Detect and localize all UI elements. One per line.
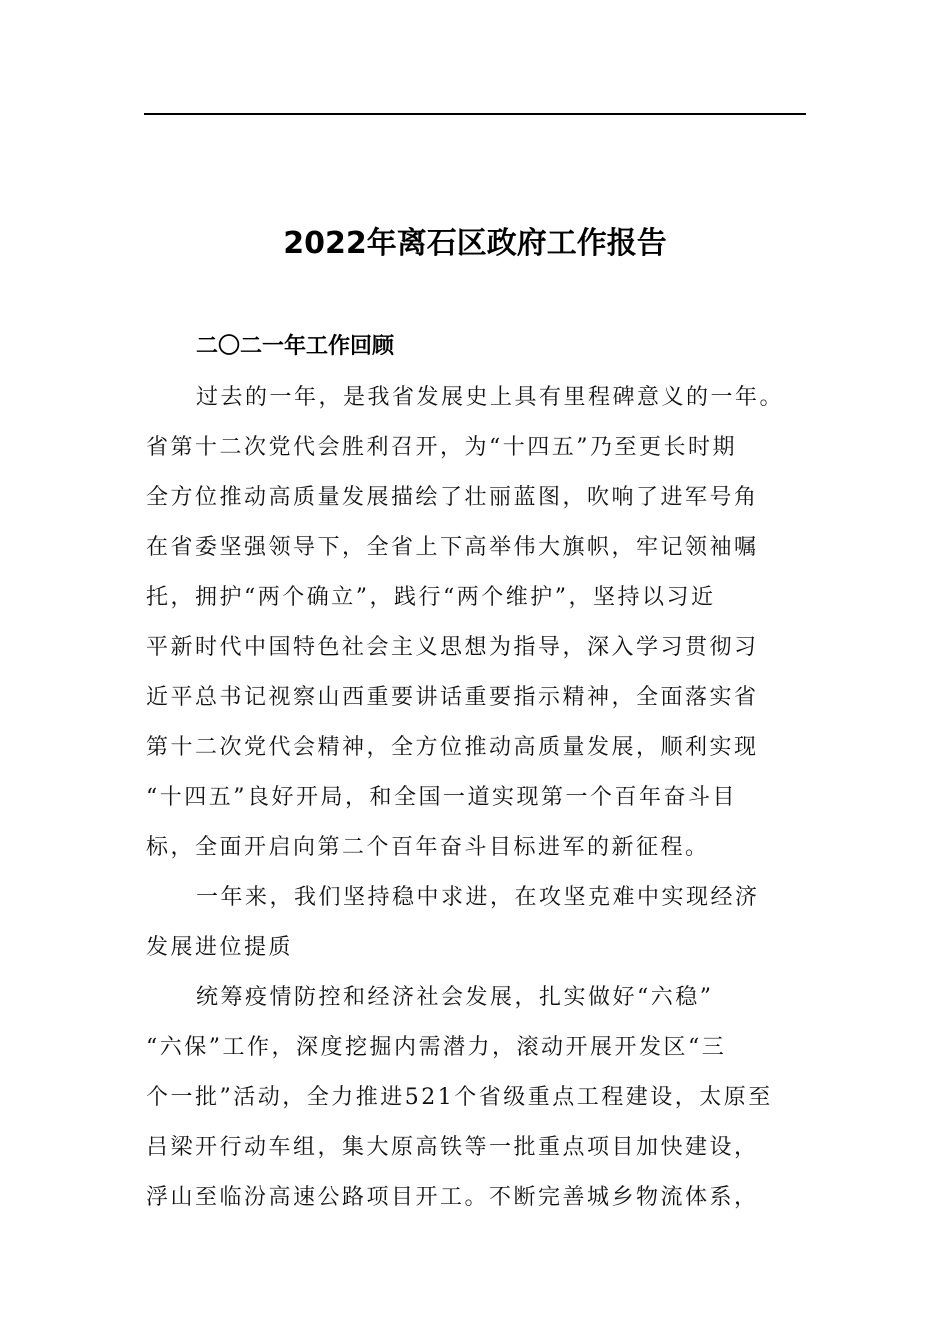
paragraph-line: 过去的一年，是我省发展史上具有里程碑意义的一年。: [196, 385, 785, 410]
section-heading: 二〇二一年工作回顾: [196, 334, 395, 359]
paragraph-line: 托，拥护“两个确立”，践行“两个维护”，坚持以习近: [146, 585, 716, 610]
paragraph-line: 发展进位提质: [146, 935, 294, 960]
header-rule: [144, 113, 806, 115]
paragraph-line: 全方位推动高质量发展描绘了壮丽蓝图，吹响了进军号角: [146, 485, 759, 510]
paragraph-line: 吕梁开行动车组，集大原高铁等一批重点项目加快建设，: [146, 1135, 759, 1160]
paragraph-line: 平新时代中国特色社会主义思想为指导，深入学习贯彻习: [146, 635, 759, 660]
document-title: 2022年离石区政府工作报告: [283, 226, 667, 261]
paragraph-line: 省第十二次党代会胜利召开，为“十四五”乃至更长时期: [146, 435, 737, 460]
paragraph-line: “十四五”良好开局，和全国一道实现第一个百年奋斗目: [146, 785, 737, 810]
paragraph-line: 第十二次党代会精神，全方位推动高质量发展，顺利实现: [146, 735, 759, 760]
paragraph-line: 在省委坚强领导下，全省上下高举伟大旗帜，牢记领袖嘱: [146, 535, 759, 560]
paragraph-line: 一年来，我们坚持稳中求进，在攻坚克难中实现经济: [196, 885, 760, 910]
paragraph-line: 个一批”活动，全力推进521个省级重点工程建设，太原至: [146, 1085, 773, 1110]
paragraph-line: 浮山至临汾高速公路项目开工。不断完善城乡物流体系，: [146, 1185, 759, 1210]
paragraph-line: “六保”工作，深度挖掘内需潜力，滚动开展开发区“三: [146, 1035, 727, 1060]
paragraph-line: 近平总书记视察山西重要讲话重要指示精神，全面落实省: [146, 685, 759, 710]
paragraph-line: 统筹疫情防控和经济社会发展，扎实做好“六稳”: [196, 985, 714, 1010]
paragraph-line: 标，全面开启向第二个百年奋斗目标进军的新征程。: [146, 835, 710, 860]
